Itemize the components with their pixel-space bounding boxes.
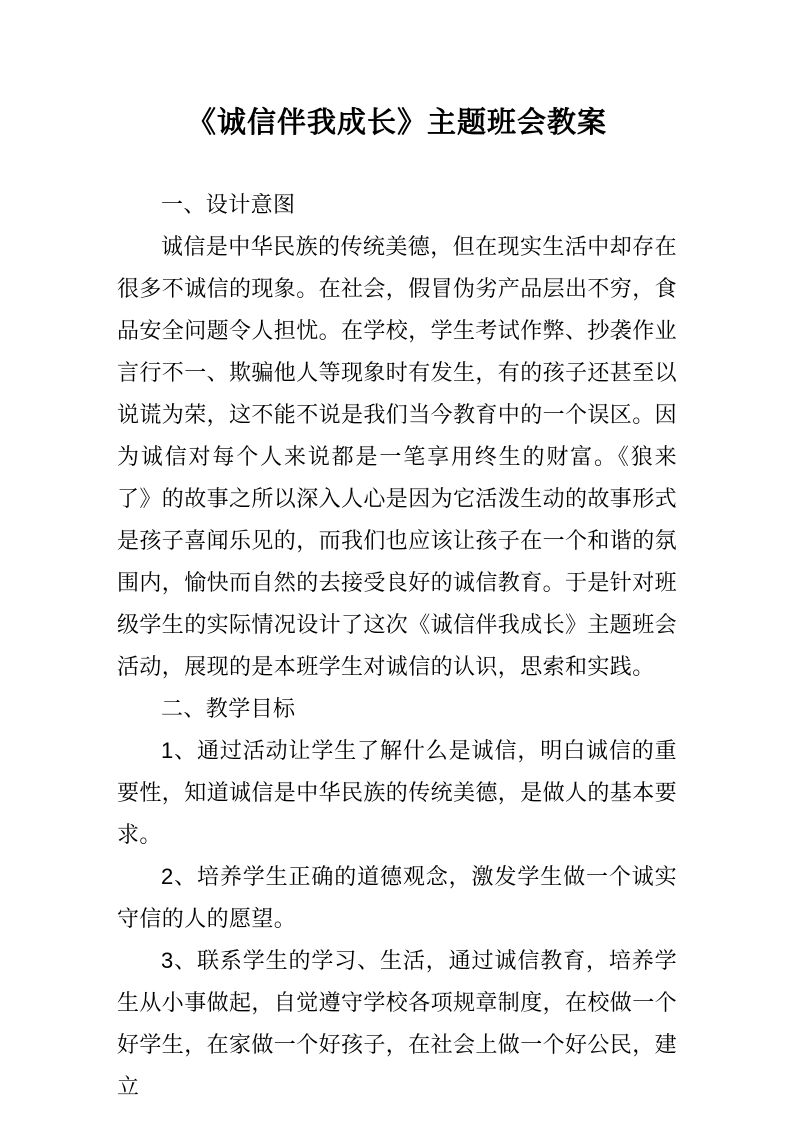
section-heading-teaching-goals: 二、教学目标 <box>161 696 296 721</box>
document-title: 《诚信伴我成长》主题班会教案 <box>186 107 607 139</box>
paragraph-goal-2: 2、培养学生正确的道德观念，激发学生做一个诚实守信的人的愿望。 <box>117 864 677 931</box>
paragraph-design-intent: 诚信是中华民族的传统美德，但在现实生活中却存在很多不诚信的现象。在社会，假冒伪劣产品层出不穷，食品安全问题令人担忧。在学校，学生考试作弊、抄袭作业言行不一、欺骗他人等现象时有发生，有的孩子还甚至以说谎为荣，这不能不说是我们当今教育中的一个误区。因为诚信对每个人来说都是一笔享用终生的财富。《狼来了》的故事之所以深入人心是因为它活泼生动的故事形式是孩子喜闻乐见的，而我们也应该让孩子在一个和谐的氛围内，愉快而自然的去接受良好的诚信教育。于是针对班级学生的实际情况设计了这次《诚信伴我成长》主题班会活动，展现的是本班学生对诚信的认识，思索和实践。 <box>117 234 678 679</box>
paragraph-goal-3: 3、联系学生的学习、生活，通过诚信教育，培养学生从小事做起，自觉遵守学校各项规章制度，在校做一个好学生，在家做一个好孩子，在社会上做一个好公民，建立 <box>117 948 678 1099</box>
paragraph-goal-1: 1、通过活动让学生了解什么是诚信，明白诚信的重要性，知道诚信是中华民族的传统美德，是做人的基本要求。 <box>117 738 678 847</box>
section-heading-design-intent: 一、设计意图 <box>161 192 296 217</box>
